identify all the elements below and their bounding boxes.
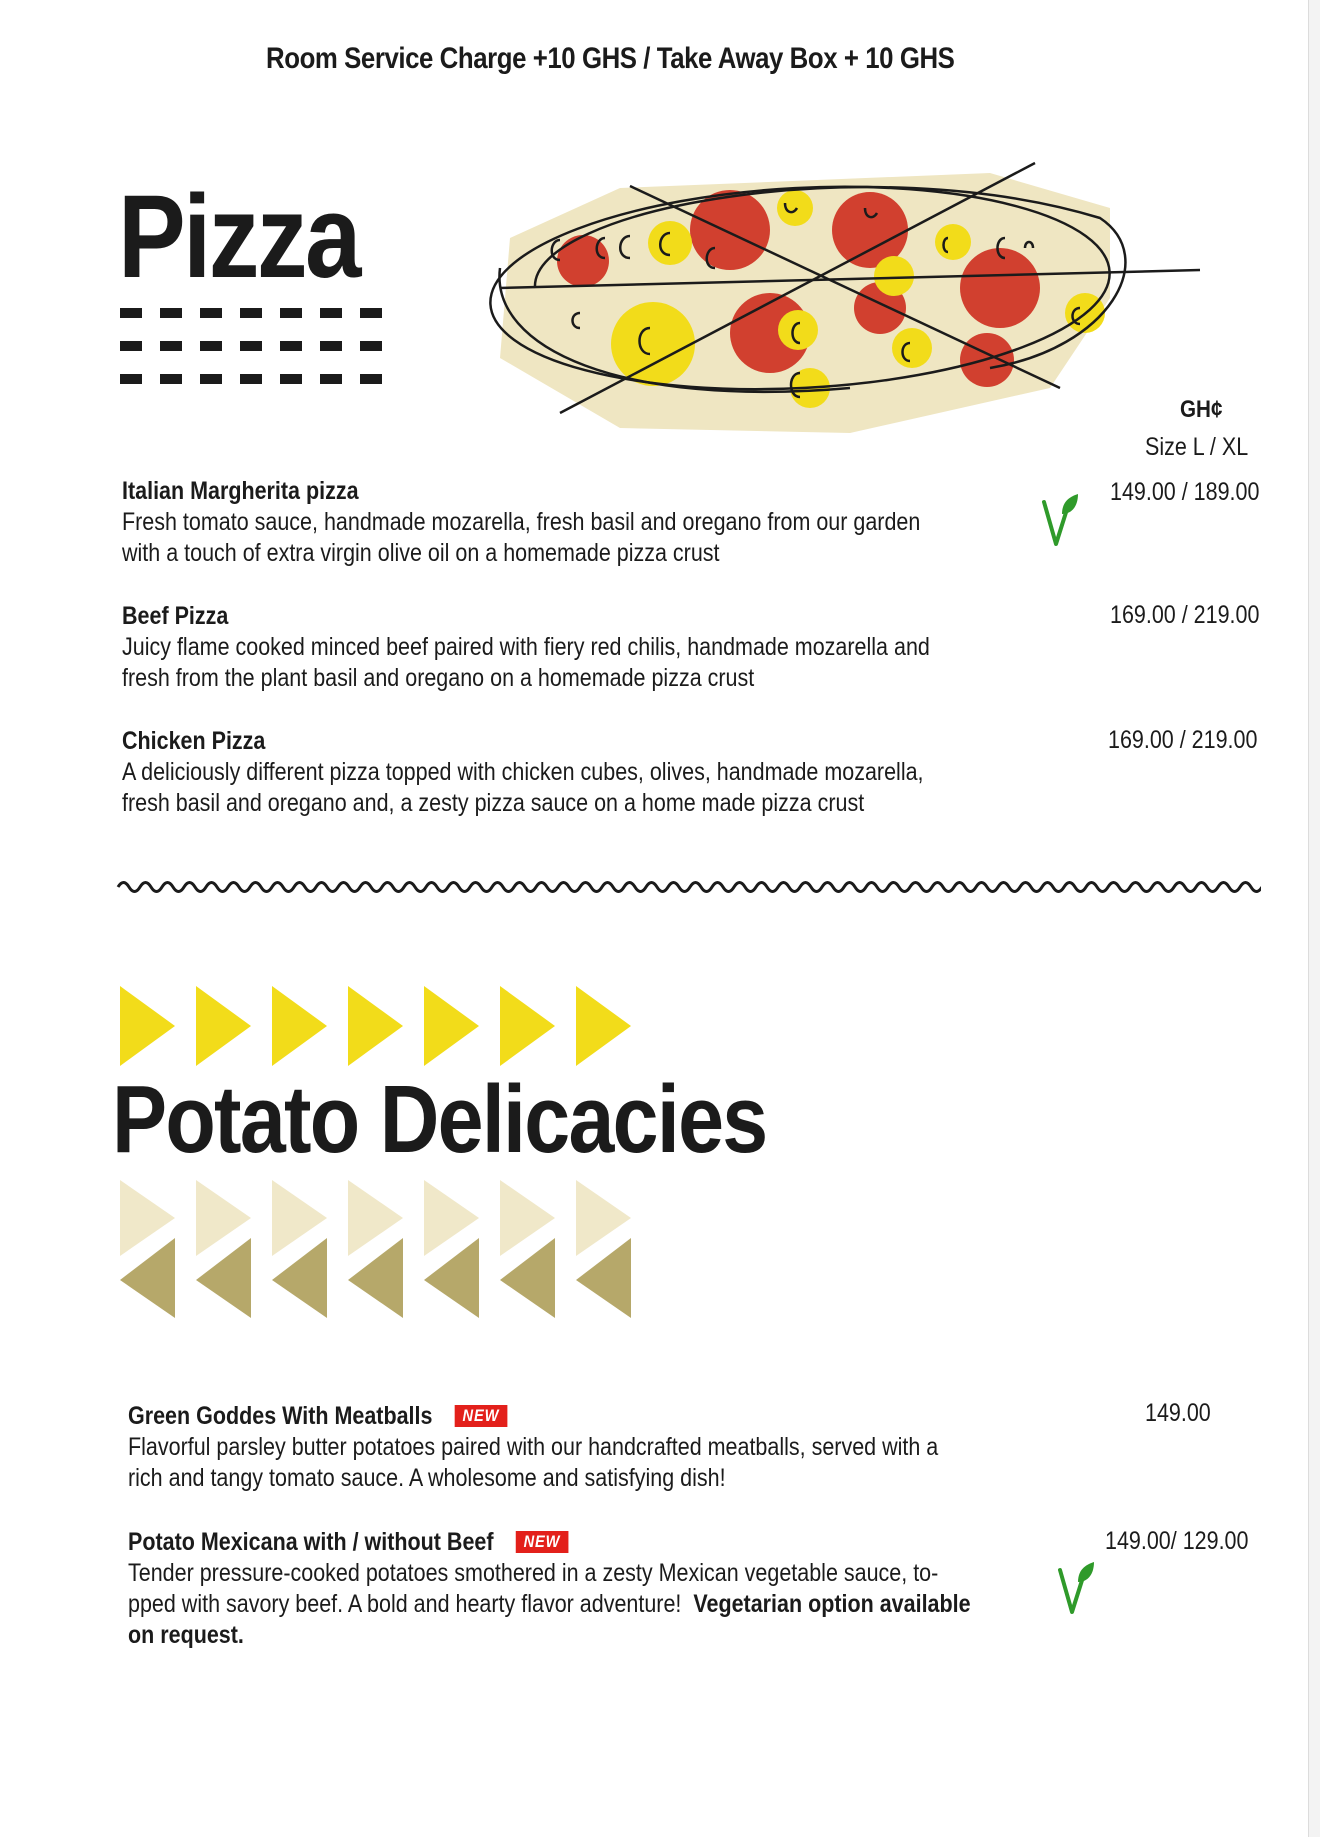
menu-item-desc-line: with a touch of extra virgin olive oil on a homemade pizza crust bbox=[122, 539, 720, 567]
menu-item-potato-mexicana bbox=[128, 1527, 971, 1651]
menu-item-name: Potato Mexicana with / without Beef bbox=[128, 1528, 494, 1556]
dash-pattern-decoration bbox=[120, 308, 395, 388]
menu-item-price: 169.00 / 219.00 bbox=[1108, 726, 1258, 754]
menu-item-beef-pizza bbox=[122, 601, 930, 694]
olive-triangle-decoration bbox=[120, 1180, 640, 1320]
menu-item-desc-line: A deliciously different pizza topped with chicken cubes, olives, handmade mozarella, bbox=[122, 758, 924, 786]
menu-item-desc-line: Flavorful parsley butter potatoes paired with our handcrafted meatballs, served with a bbox=[128, 1433, 939, 1461]
menu-item-chicken-pizza bbox=[122, 726, 924, 819]
size-label: Size L / XL bbox=[1145, 433, 1249, 461]
yellow-triangle-decoration bbox=[120, 986, 640, 1066]
menu-item-margherita bbox=[122, 476, 921, 569]
service-charge-text: Room Service Charge +10 GHS / Take Away Box + 10 GHS bbox=[265, 42, 955, 75]
menu-item-price: 169.00 / 219.00 bbox=[1110, 601, 1260, 629]
menu-item-desc-line-row bbox=[128, 1589, 971, 1620]
menu-item-desc-line: Fresh tomato sauce, handmade mozarella, fresh basil and oregano from our garden bbox=[122, 508, 921, 536]
menu-item-green-goddes bbox=[128, 1401, 939, 1494]
pizza-section-title: Pizza bbox=[118, 171, 359, 303]
service-charge-notice bbox=[0, 42, 1220, 76]
menu-item-desc-line: fresh basil and oregano and, a zesty pizza sauce on a home made pizza crust bbox=[122, 789, 865, 817]
menu-item-price: 149.00 / 189.00 bbox=[1110, 478, 1260, 506]
menu-item-name: Chicken Pizza bbox=[122, 727, 266, 755]
menu-item-desc-line: rich and tangy tomato sauce. A wholesome and satisfying dish! bbox=[128, 1464, 726, 1492]
leaf-v-icon bbox=[1040, 492, 1080, 548]
leaf-v-icon bbox=[1056, 1560, 1096, 1616]
new-badge: NEW bbox=[516, 1531, 568, 1553]
potato-section-title: Potato Delicacies bbox=[112, 1066, 767, 1173]
menu-item-name-row bbox=[128, 1527, 902, 1558]
pizza-illustration bbox=[470, 148, 1210, 448]
wave-divider bbox=[116, 872, 1261, 902]
menu-item-price: 149.00/ 129.00 bbox=[1105, 1527, 1249, 1555]
currency-label: GH¢ bbox=[1180, 396, 1223, 423]
menu-item-desc-line: Juicy flame cooked minced beef paired with fiery red chilis, handmade mozarella and bbox=[122, 633, 930, 661]
new-badge: NEW bbox=[455, 1405, 507, 1427]
vegetarian-option-note-end: on request. bbox=[128, 1621, 244, 1649]
menu-item-price: 149.00 bbox=[1145, 1399, 1211, 1427]
menu-item-name: Green Goddes With Meatballs bbox=[128, 1402, 433, 1430]
menu-item-name-row bbox=[128, 1401, 902, 1432]
vegetarian-option-note: Vegetarian option available bbox=[693, 1590, 971, 1618]
menu-item-desc-text: pped with savory beef. A bold and hearty flavor adventure! bbox=[128, 1590, 682, 1618]
menu-item-desc-line: fresh from the plant basil and oregano on a homemade pizza crust bbox=[122, 664, 755, 692]
menu-item-name: Italian Margherita pizza bbox=[122, 477, 359, 505]
menu-item-name: Beef Pizza bbox=[122, 602, 229, 630]
menu-item-desc-line: Tender pressure-cooked potatoes smothered in a zesty Mexican vegetable sauce, to- bbox=[128, 1559, 939, 1587]
